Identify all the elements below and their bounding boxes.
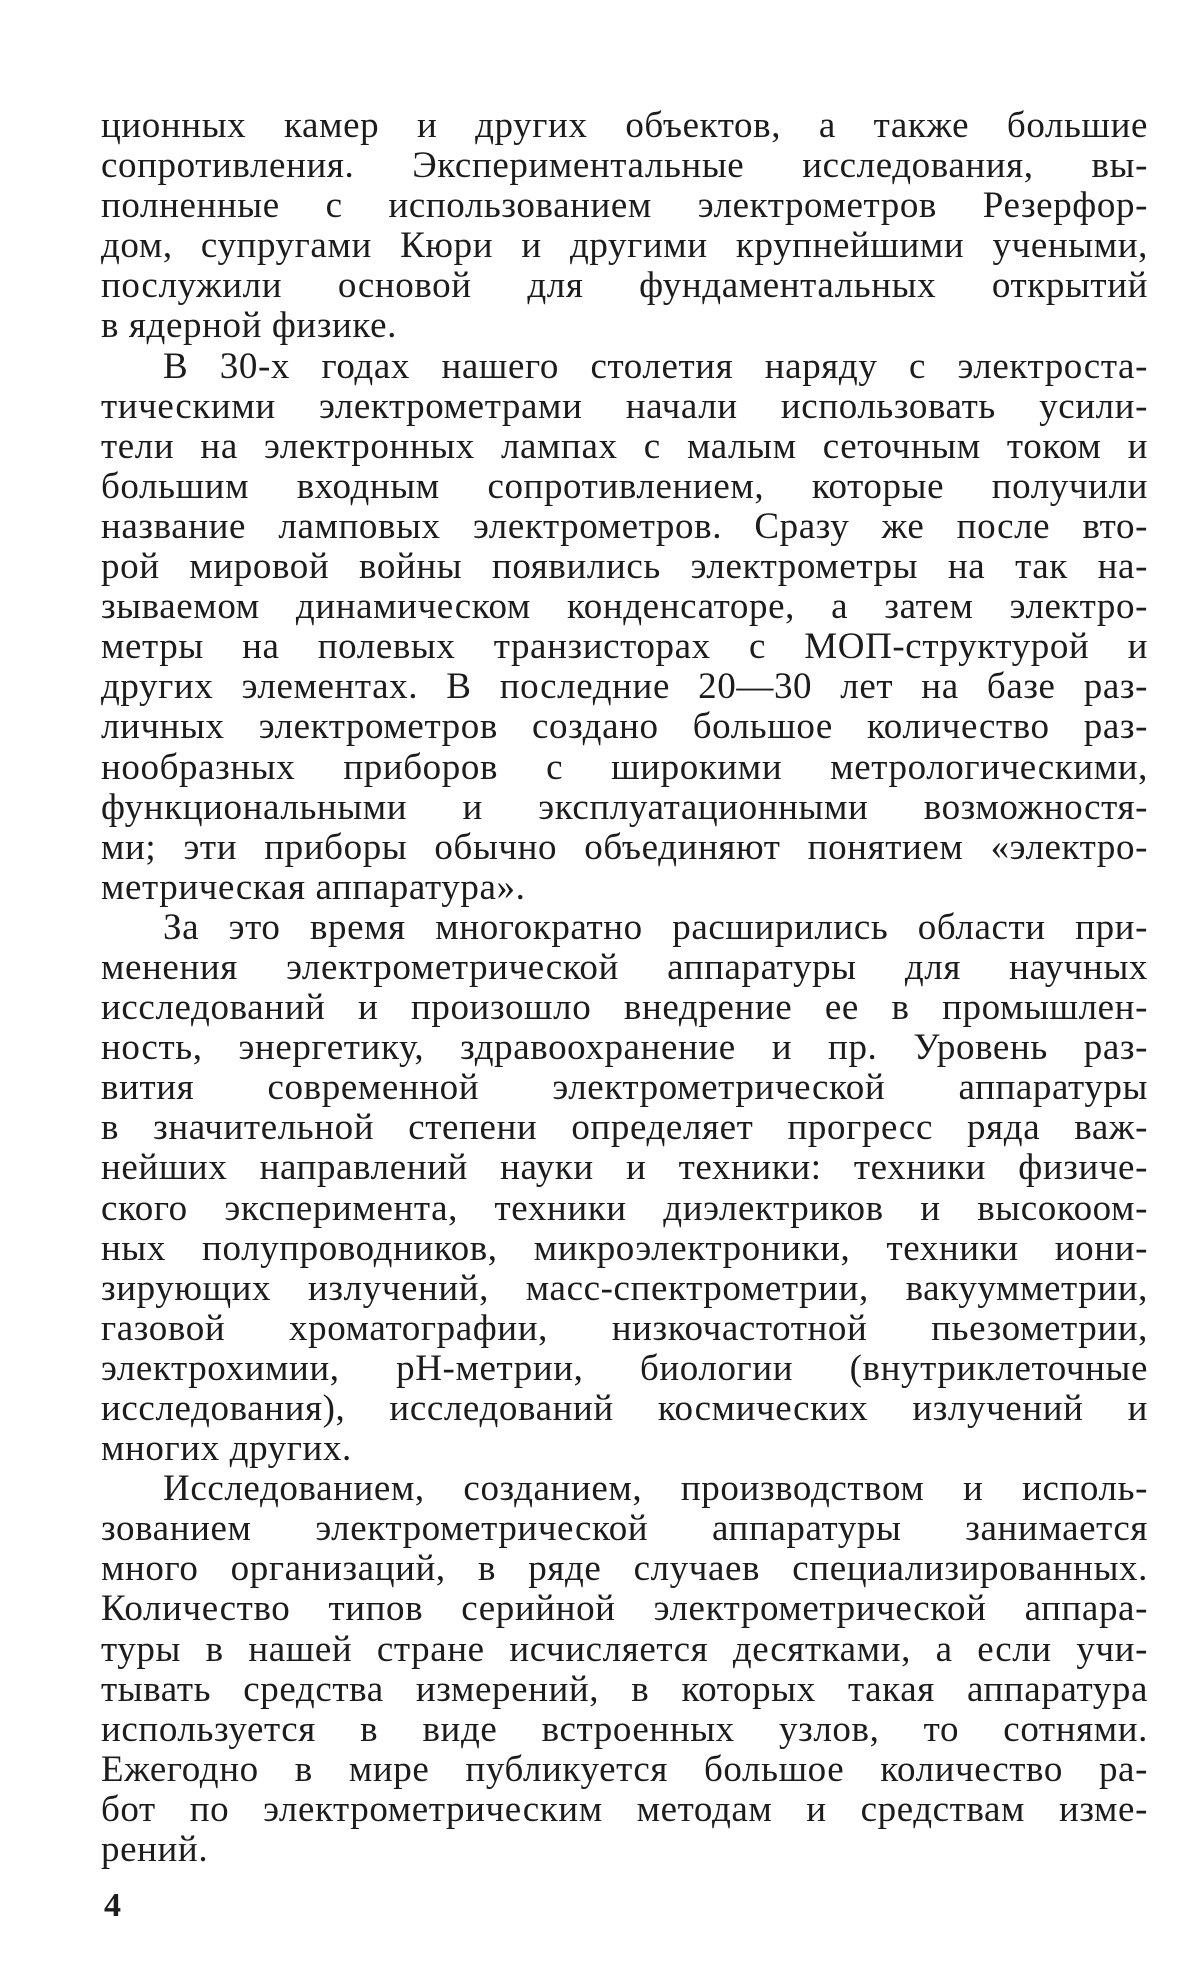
text-line: За это время многократно расширились области при-	[163, 906, 1148, 948]
text-line: ционных камер и других объектов, а также большие	[101, 105, 1148, 146]
text-line: функциональными и эксплуатационными возможностя-	[101, 786, 1148, 828]
text-line: менения электрометрической аппаратуры для научных	[101, 946, 1148, 988]
text-line: зываемом динамическом конденсаторе, а затем электро-	[101, 586, 1148, 628]
text-line: Количество типов серийной электрометрической аппара-	[101, 1588, 1148, 1630]
paragraph	[101, 1469, 1148, 1870]
text-line: метрическая аппаратура».	[101, 866, 526, 908]
text-line: исследования), исследований космических излучений и	[101, 1388, 1148, 1429]
text-line: рой мировой войны появились электрометры на так на-	[101, 546, 1148, 588]
text-line: тели на электронных лампах с малым сеточным током и	[101, 425, 1148, 467]
text-line: других элементах. В последние 20—30 лет на базе раз-	[101, 666, 1148, 708]
text-line: В 30-х годах нашего столетия наряду с электроста-	[163, 345, 1148, 387]
text-line: в значительной степени определяет прогресс ряда важ-	[101, 1107, 1148, 1149]
text-line: Исследованием, созданием, производством и исполь-	[163, 1468, 1148, 1510]
paragraph	[101, 908, 1148, 1469]
text-line: бот по электрометрическим методам и средствам изме-	[101, 1788, 1148, 1830]
text-line: ных полупроводников, микроэлектроники, техники иони-	[101, 1227, 1148, 1269]
text-line: тывать средства измерений, в которых такая аппаратура	[101, 1668, 1148, 1710]
text-line: послужили основой для фундаментальных открытий	[101, 265, 1148, 307]
text-line: в ядерной физике.	[101, 305, 397, 347]
text-line: ность, энергетику, здравоохранение и пр. Уровень раз-	[101, 1027, 1148, 1069]
text-line: метры на полевых транзисторах с МОП-структурой и	[101, 626, 1148, 668]
text-line: нейших направлений науки и техники: техники физиче-	[101, 1147, 1148, 1189]
text-line: полненные с использованием электрометров Резерфор-	[101, 185, 1148, 227]
text-line: личных электрометров создано большое количество раз-	[101, 706, 1148, 748]
page-number: 4	[104, 1887, 121, 1924]
text-line: используется в виде встроенных узлов, то сотнями.	[101, 1708, 1148, 1750]
text-line: тическими электрометрами начали использовать усили-	[101, 385, 1148, 427]
text-line: многих других.	[101, 1428, 352, 1470]
text-line: зованием электрометрической аппаратуры занимается	[101, 1508, 1148, 1550]
text-line: название ламповых электрометров. Сразу же после вто-	[101, 505, 1148, 547]
text-line: много организаций, в ряде случаев специализированных.	[101, 1548, 1148, 1590]
text-line: сопротивления. Экспериментальные исследования, вы-	[101, 145, 1148, 187]
text-line: ми; эти приборы обычно объединяют понятием «электро-	[101, 826, 1148, 868]
text-line: электрохимии, рН-метрии, биологии (внутриклеточные	[101, 1347, 1148, 1389]
text-line: зирующих излучений, масс-спектрометрии, вакуумметрии,	[101, 1267, 1148, 1309]
text-line: Ежегодно в мире публикуется большое количество ра-	[101, 1748, 1148, 1790]
text-line: исследований и произошло внедрение ее в промышлен-	[101, 987, 1148, 1029]
text-line: ского эксперимента, техники диэлектриков и высокоом-	[101, 1187, 1148, 1229]
text-line: туры в нашей стране исчисляется десятками, а если учи-	[101, 1628, 1148, 1670]
paragraph	[101, 106, 1148, 347]
text-line: большим входным сопротивлением, которые получили	[101, 465, 1148, 507]
text-line: дом, супругами Кюри и другими крупнейшими учеными,	[101, 225, 1148, 267]
text-line: рений.	[101, 1829, 209, 1871]
text-line: вития современной электрометрической аппаратуры	[101, 1067, 1148, 1109]
text-line: нообразных приборов с широкими метрологическими,	[101, 746, 1148, 788]
text-line: газовой хроматографии, низкочастотной пьезометрии,	[101, 1307, 1148, 1349]
page-body	[101, 106, 1148, 1870]
paragraph	[101, 347, 1148, 908]
